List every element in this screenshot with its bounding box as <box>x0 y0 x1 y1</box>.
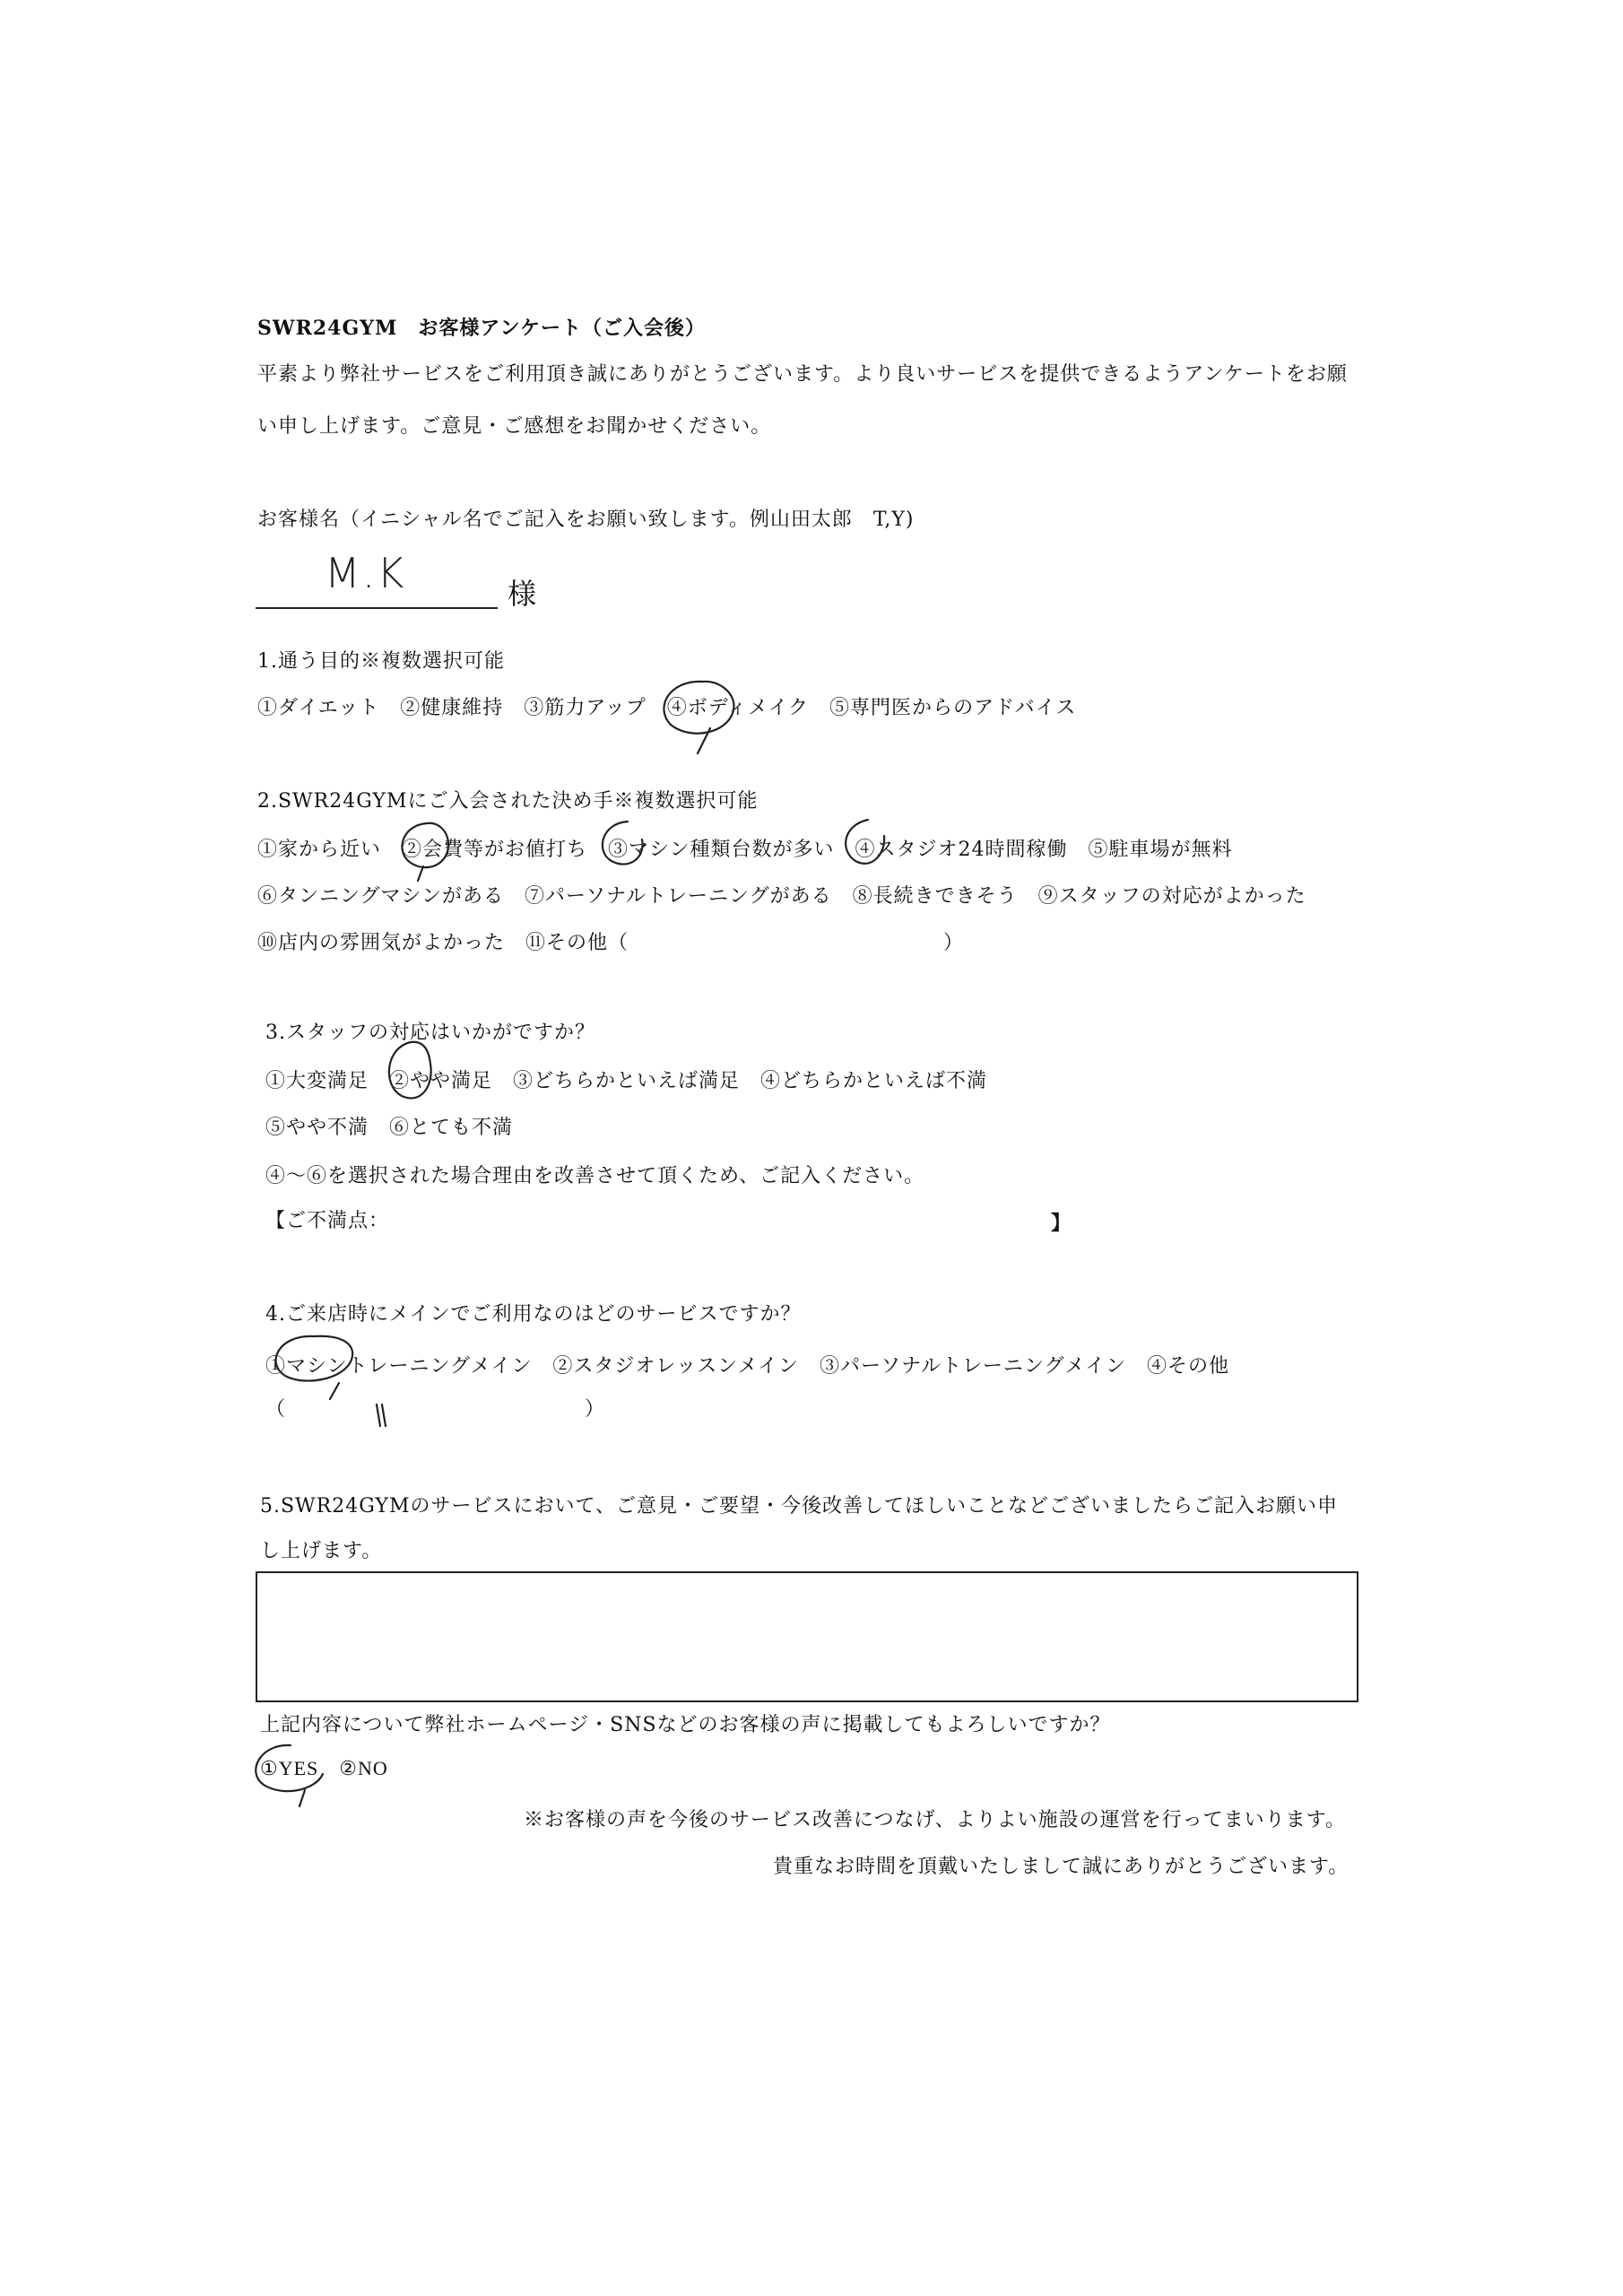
q2-options-line2: ⑥タンニングマシンがある ⑦パーソナルトレーニングがある ⑧長続きできそう ⑨スタッフの対応がよかった <box>257 885 1306 908</box>
q3-question: 3.スタッフの対応はいかがですか？ <box>265 1022 595 1044</box>
q1-question: 1.通う目的※複数選択可能 <box>257 650 505 673</box>
q2-question: 2.SWR24GYMにご入会された決め手※複数選択可能 <box>257 790 759 813</box>
customer-honorific: 様 <box>508 577 538 611</box>
q3-complaint-close: 】 <box>1051 1212 1072 1235</box>
q2-options-line3: ⑩店内の雰囲気がよかった ⑪その他（ <box>257 932 629 954</box>
footer-note: ※お客様の声を今後のサービス改善につなげ、よりよい施設の運営を行ってまいります。 <box>524 1809 1346 1831</box>
q4-other-open: （ <box>265 1398 287 1421</box>
survey-title: SWR24GYM お客様アンケート（ご入会後） <box>257 317 707 340</box>
footer-thanks: 貴重なお時間を頂戴いたしまして誠にありがとうございます。 <box>773 1856 1350 1878</box>
q4-other-mark <box>377 1405 386 1426</box>
q3-options-line1: ①大変満足 ②やや満足 ③どちらかといえば満足 ④どちらかといえば不満 <box>265 1070 988 1092</box>
consent-options: ①YES ②NO <box>260 1757 388 1779</box>
customer-name-underline <box>256 607 498 609</box>
q2-options-line1: ①家から近い ②会費等がお値打ち ③マシン種類台数が多い ④スタジオ24時間稼働 ⑤駐車場が無料 <box>257 839 1233 861</box>
q1-options: ①ダイエット ②健康維持 ③筋力アップ ④ボディメイク ⑤専門医からのアドバイス <box>257 697 1077 719</box>
intro-text-line1: 平素より弊社サービスをご利用頂き誠にありがとうございます。より良いサービスを提供できるようアンケートをお願 <box>257 363 1348 386</box>
q5-question-line1: 5.SWR24GYMのサービスにおいて、ご意見・ご要望・今後改善してほしいことなどございましたらご記入お願い申 <box>260 1495 1339 1518</box>
q3-complaint-label: 【ご不満点： <box>265 1210 390 1232</box>
customer-name-prompt: お客様名（イニシャル名でご記入をお願い致します。例山田太郎 T,Y) <box>257 509 915 531</box>
q4-other-close: ） <box>585 1398 606 1421</box>
q3-options-line2: ⑤やや不満 ⑥とても不満 <box>265 1117 514 1139</box>
q3-reason-prompt: ④～⑥を選択された場合理由を改善させて頂くため、ご記入ください。 <box>265 1165 925 1187</box>
consent-question: 上記内容について弊社ホームページ・SNSなどのお客様の声に掲載してもよろしいですか？ <box>260 1714 1111 1736</box>
q5-question-line2: し上げます。 <box>260 1540 383 1562</box>
intro-text-line2: い申し上げます。ご意見・ご感想をお聞かせください。 <box>257 415 772 438</box>
customer-name-handwritten: M.K <box>325 549 406 597</box>
q2-other-close: ） <box>943 932 965 954</box>
q5-answer-box <box>256 1571 1358 1702</box>
q4-options: ①マシントレーニングメイン ②スタジオレッスンメイン ③パーソナルトレーニングメイン ④その他 <box>265 1355 1229 1378</box>
q4-question: 4.ご来店時にメインでご利用なのはどのサービスですか？ <box>265 1303 802 1326</box>
